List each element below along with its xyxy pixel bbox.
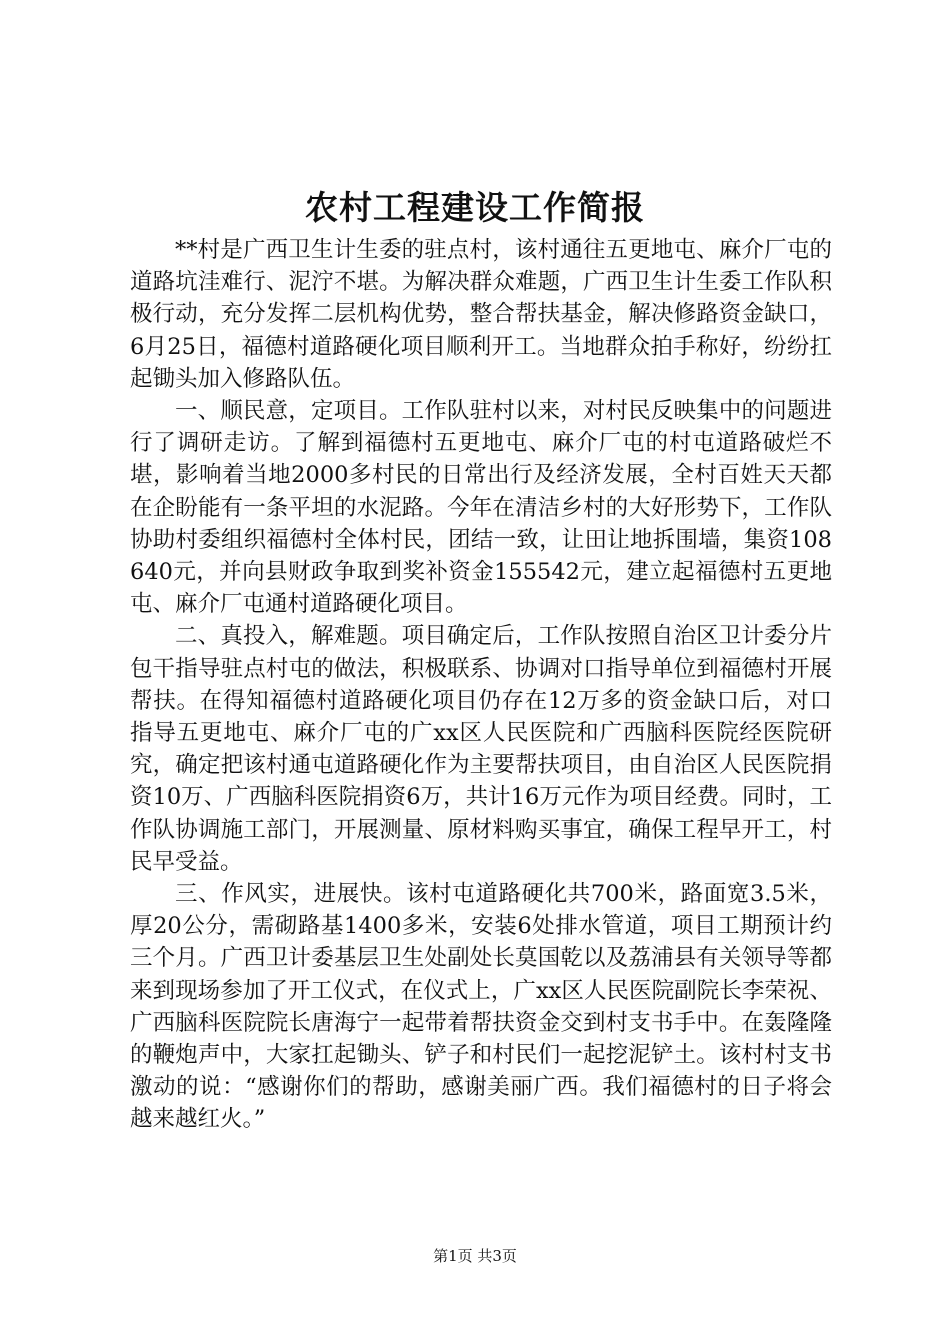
paragraph-section-3: 三、作风实，进展快。该村屯道路硬化共700米，路面宽3.5米，厚20公分，需砌路基1400多米，安装6处排水管道，项目工期预计约三个月。广西卫计委基层卫生处副处长莫国乾以及荔浦县有关领导等都来到现场参加了开工仪式，在仪式上，广xx区人民医院副院长李荣祝、广西脑科医院院长唐海宁一起带着帮扶资金交到村支书手中。在轰隆隆的鞭炮声中，大家扛起锄头、铲子和村民们一起挖泥铲土。该村村支书激动的说：“感谢你们的帮助，感谢美丽广西。我们福德村的日子将会越来越红火。” — [130, 881, 832, 1133]
document-body — [130, 234, 832, 1136]
paragraph-section-2: 二、真投入，解难题。项目确定后，工作队按照自治区卫计委分片包干指导驻点村屯的做法，积极联系、协调对口指导单位到福德村开展帮扶。在得知福德村道路硬化项目仍存在12万多的资金缺口后，对口指导五更地屯、麻介厂屯的广xx区人民医院和广西脑科医院经医院研究，确定把该村通屯道路硬化作为主要帮扶项目，由自治区人民医院捐资10万、广西脑科医院捐资6万，共计16万元作为项目经费。同时，工作队协调施工部门，开展测量、原材料购买事宜，确保工程早开工，村民早受益。 — [130, 623, 832, 875]
page-number-footer: 第1页 共3页 — [433, 1247, 517, 1265]
paragraph-section-1: 一、顺民意，定项目。工作队驻村以来，对村民反映集中的问题进行了调研走访。了解到福德村五更地屯、麻介厂屯的村屯道路破烂不堪，影响着当地2000多村民的日常出行及经济发展，全村百姓天天都在企盼能有一条平坦的水泥路。今年在清洁乡村的大好形势下，工作队协助村委组织福德村全体村民，团结一致，让田让地拆围墙，集资108640元，并向县财政争取到奖补资金155542元，建立起福德村五更地屯、麻介厂屯通村道路硬化项目。 — [130, 398, 832, 618]
document-title: 农村工程建设工作简报 — [305, 188, 645, 227]
paragraph-intro: **村是广西卫生计生委的驻点村，该村通往五更地屯、麻介厂屯的道路坑洼难行、泥泞不堪。为解决群众难题，广西卫生计生委工作队积极行动，充分发挥二层机构优势，整合帮扶基金，解决修路资金缺口，6月25日，福德村道路硬化项目顺利开工。当地群众拍手称好，纷纷扛起锄头加入修路队伍。 — [130, 237, 832, 392]
